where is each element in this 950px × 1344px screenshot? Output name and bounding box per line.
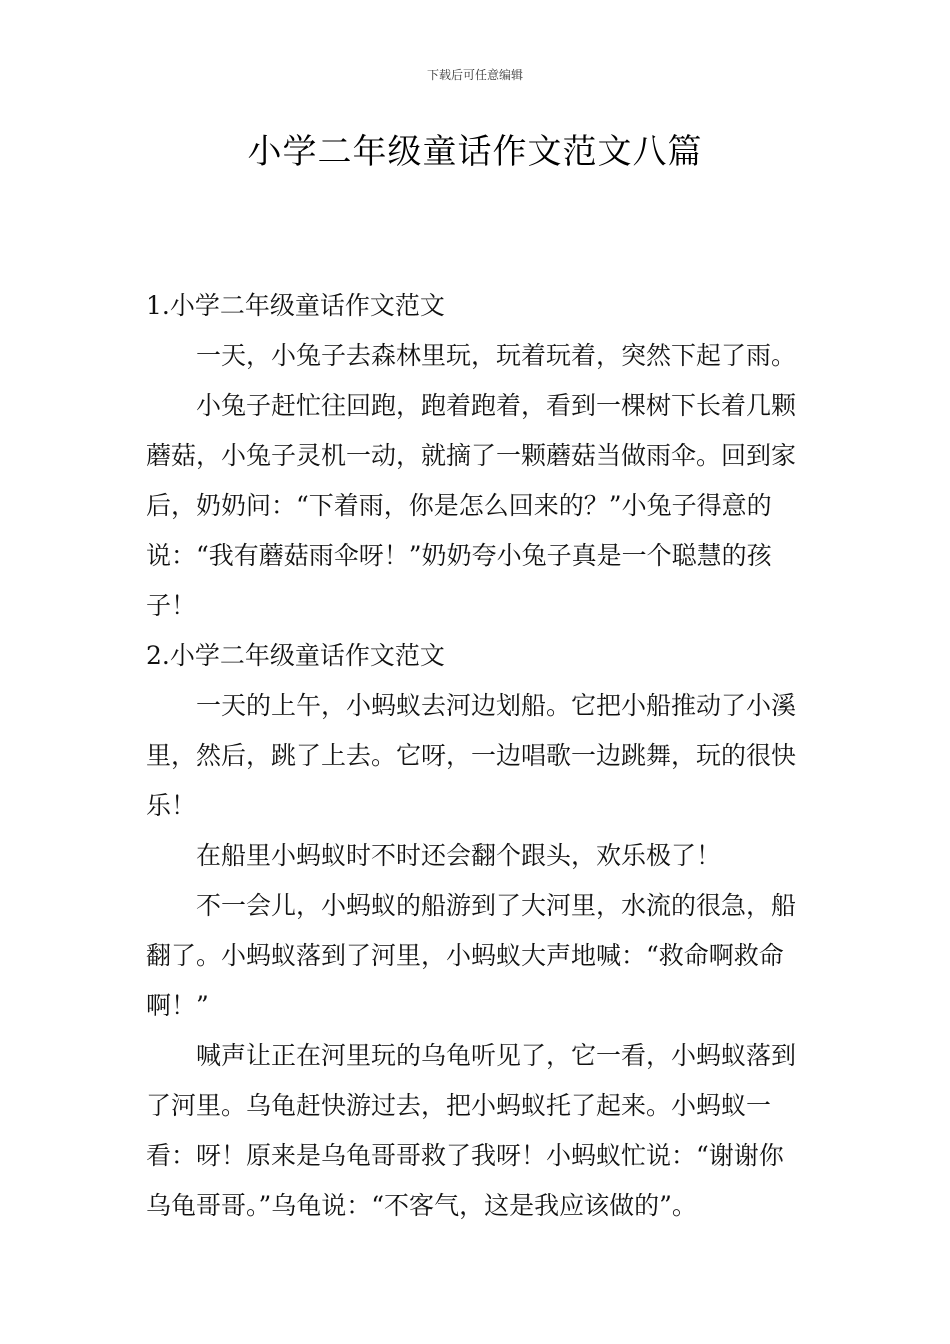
paragraph: 在船里小蚂蚁时不时还会翻个跟头，欢乐极了！ bbox=[196, 841, 722, 870]
paragraph: 一天的上午，小蚂蚁去河边划船。它把小船推动了小溪里，然后，跳了上去。它呀，一边唱歌一边跳舞，玩的很快乐！ bbox=[146, 691, 797, 820]
section-heading-2: 2.小学二年级童话作文范文 bbox=[146, 641, 445, 670]
document-title: 小学二年级童话作文范文八篇 bbox=[247, 132, 703, 172]
section-heading-1: 1.小学二年级童话作文范文 bbox=[146, 291, 445, 320]
paragraph: 喊声让正在河里玩的乌龟听见了，它一看，小蚂蚁落到了河里。乌龟赶快游过去，把小蚂蚁托了起来。小蚂蚁一看：呀！原来是乌龟哥哥救了我呀！小蚂蚁忙说：“谢谢你乌龟哥哥。”乌龟说：“不客气，这是我应该做的”。 bbox=[146, 1041, 797, 1220]
header-note: 下载后可任意编辑 bbox=[426, 68, 523, 82]
paragraph: 不一会儿，小蚂蚁的船游到了大河里，水流的很急，船翻了。小蚂蚁落到了河里，小蚂蚁大声地喊：“救命啊救命啊！” bbox=[146, 891, 797, 1020]
paragraph: 小兔子赶忙往回跑，跑着跑着，看到一棵树下长着几颗蘑菇，小兔子灵机一动，就摘了一颗蘑菇当做雨伞。回到家后，奶奶问：“下着雨，你是怎么回来的？”小兔子得意的说：“我有蘑菇雨伞呀！”奶奶夸小兔子真是一个聪慧的孩子！ bbox=[146, 391, 797, 620]
document-body bbox=[146, 281, 808, 1231]
paragraph: 一天，小兔子去森林里玩，玩着玩着，突然下起了雨。 bbox=[196, 341, 797, 370]
